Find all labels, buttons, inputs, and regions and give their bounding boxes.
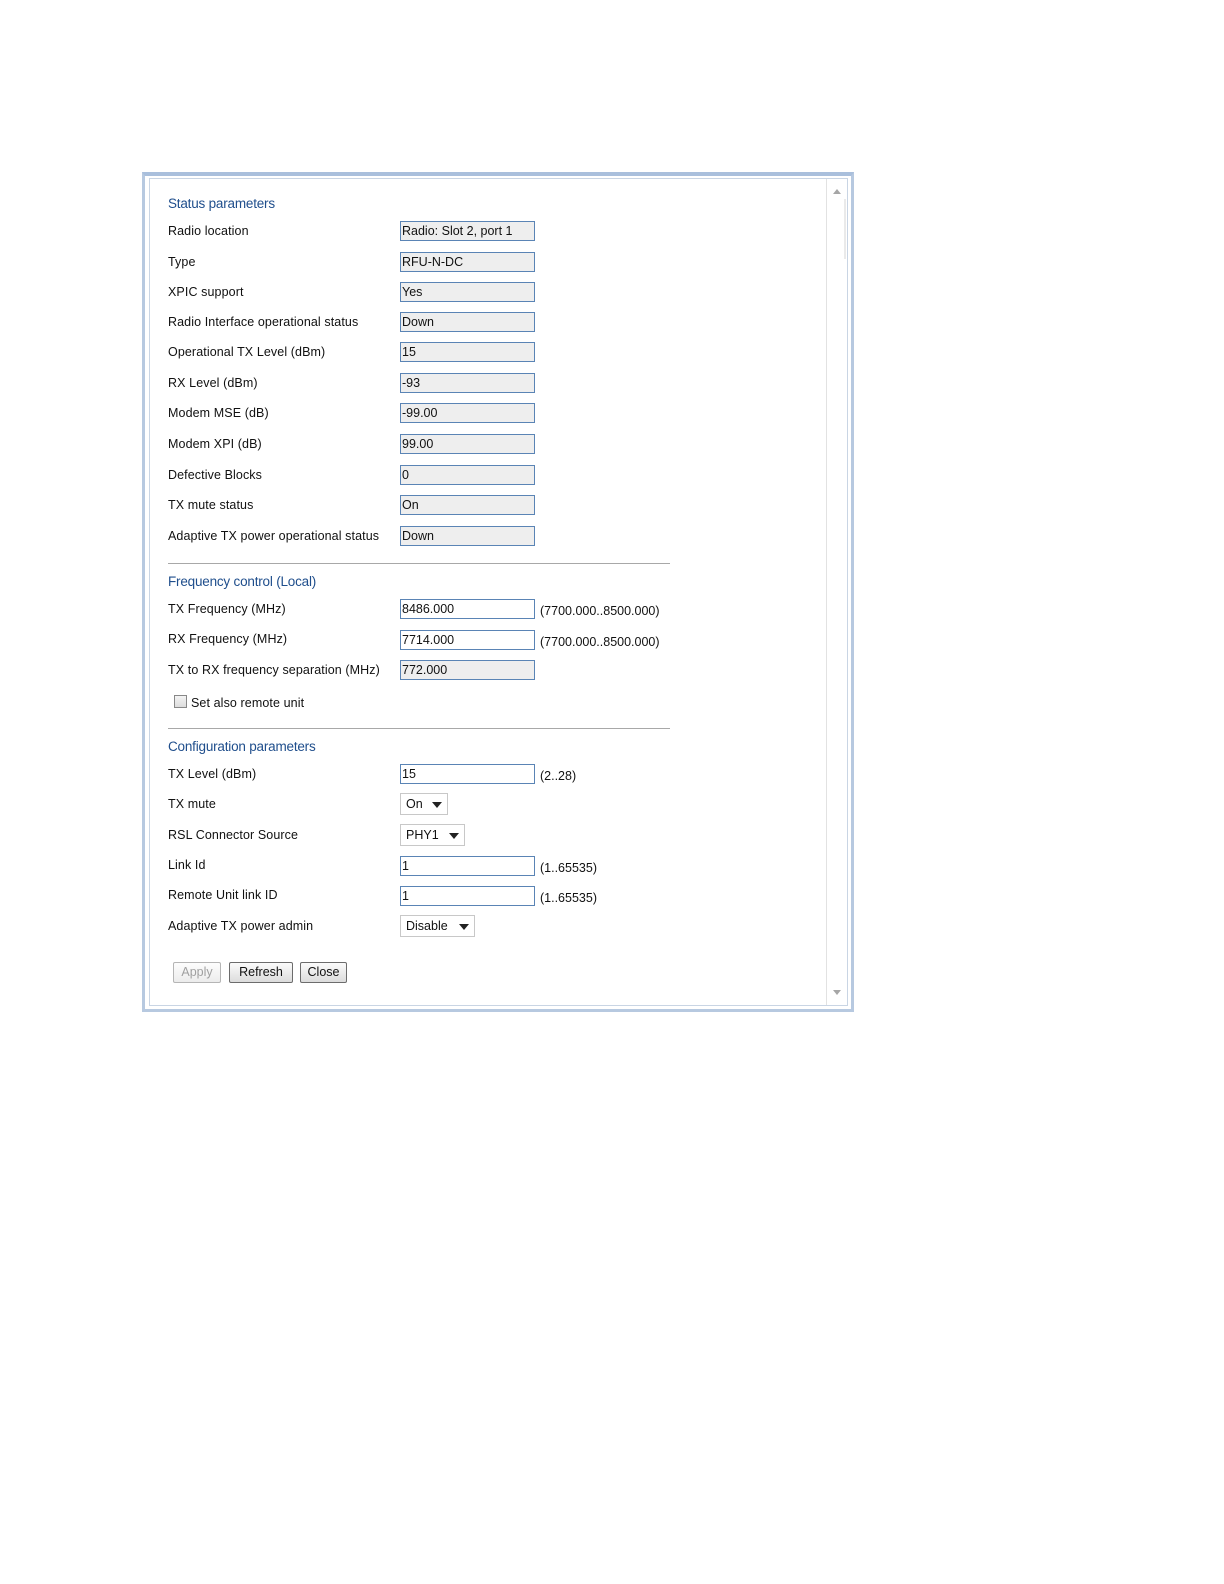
modem-mse-field: -99.00 — [400, 403, 535, 423]
rx-frequency-label: RX Frequency (MHz) — [168, 632, 288, 646]
type-label: Type — [168, 255, 196, 269]
radio-interface-status-label: Radio Interface operational status — [168, 315, 359, 329]
modem-xpi-field: 99.00 — [400, 434, 535, 454]
frequency-separation-label: TX to RX frequency separation (MHz) — [168, 663, 380, 677]
vertical-scrollbar[interactable] — [826, 179, 847, 1005]
set-remote-unit-checkbox[interactable] — [174, 695, 187, 708]
modem-xpi-label: Modem XPI (dB) — [168, 437, 262, 451]
tx-mute-status-field: On — [400, 495, 535, 515]
link-id-label: Link Id — [168, 858, 206, 872]
refresh-button[interactable]: Refresh — [229, 962, 293, 983]
frequency-control-title: Frequency control (Local) — [168, 574, 317, 589]
chevron-down-icon — [459, 924, 469, 930]
scroll-down-icon[interactable] — [833, 990, 841, 995]
rsl-connector-source-label: RSL Connector Source — [168, 828, 299, 842]
rx-frequency-input[interactable]: 7714.000 — [400, 630, 535, 650]
modem-mse-label: Modem MSE (dB) — [168, 406, 269, 420]
rsl-connector-source-select[interactable] — [400, 824, 465, 846]
window-content — [149, 178, 848, 1006]
tx-frequency-label: TX Frequency (MHz) — [168, 602, 286, 616]
remote-unit-link-id-label: Remote Unit link ID — [168, 888, 278, 902]
operational-tx-level-field: 15 — [400, 342, 535, 362]
defective-blocks-label: Defective Blocks — [168, 468, 262, 482]
rx-level-label: RX Level (dBm) — [168, 376, 258, 390]
adaptive-tx-status-field: Down — [400, 526, 535, 546]
chevron-down-icon — [432, 802, 442, 808]
radio-location-label: Radio location — [168, 224, 249, 238]
close-button[interactable]: Close — [300, 962, 347, 983]
rx-level-field: -93 — [400, 373, 535, 393]
operational-tx-level-label: Operational TX Level (dBm) — [168, 345, 326, 359]
chevron-down-icon — [449, 833, 459, 839]
configuration-parameters-title: Configuration parameters — [168, 739, 316, 754]
link-id-range: (1..65535) — [540, 861, 597, 875]
tx-frequency-input[interactable]: 8486.000 — [400, 599, 535, 619]
adaptive-tx-admin-label: Adaptive TX power admin — [168, 919, 314, 933]
adaptive-tx-admin-selected-value: Disable — [406, 919, 448, 933]
xpic-support-label: XPIC support — [168, 285, 244, 299]
radio-interface-status-field: Down — [400, 312, 535, 332]
tx-mute-select[interactable] — [400, 793, 448, 815]
tx-mute-status-label: TX mute status — [168, 498, 254, 512]
scroll-up-icon[interactable] — [833, 189, 841, 194]
radio-location-field: Radio: Slot 2, port 1 — [400, 221, 535, 241]
section-divider — [168, 728, 670, 729]
defective-blocks-field: 0 — [400, 465, 535, 485]
remote-unit-link-id-range: (1..65535) — [540, 891, 597, 905]
remote-unit-link-id-input[interactable]: 1 — [400, 886, 535, 906]
type-field: RFU-N-DC — [400, 252, 535, 272]
status-parameters-title: Status parameters — [168, 196, 275, 211]
xpic-support-field: Yes — [400, 282, 535, 302]
tx-mute-selected-value: On — [406, 797, 423, 811]
rsl-connector-source-selected-value: PHY1 — [406, 828, 439, 842]
tx-level-label: TX Level (dBm) — [168, 767, 257, 781]
section-divider — [168, 563, 670, 564]
apply-button[interactable]: Apply — [173, 962, 221, 983]
tx-level-input[interactable]: 15 — [400, 764, 535, 784]
tx-frequency-range: (7700.000..8500.000) — [540, 604, 660, 618]
adaptive-tx-admin-select[interactable] — [400, 915, 475, 937]
set-remote-unit-label: Set also remote unit — [191, 696, 305, 710]
rx-frequency-range: (7700.000..8500.000) — [540, 635, 660, 649]
link-id-input[interactable]: 1 — [400, 856, 535, 876]
frequency-separation-field: 772.000 — [400, 660, 535, 680]
tx-mute-label: TX mute — [168, 797, 216, 811]
scroll-thumb[interactable] — [844, 199, 846, 259]
tx-level-range: (2..28) — [540, 769, 577, 783]
adaptive-tx-status-label: Adaptive TX power operational status — [168, 529, 380, 543]
